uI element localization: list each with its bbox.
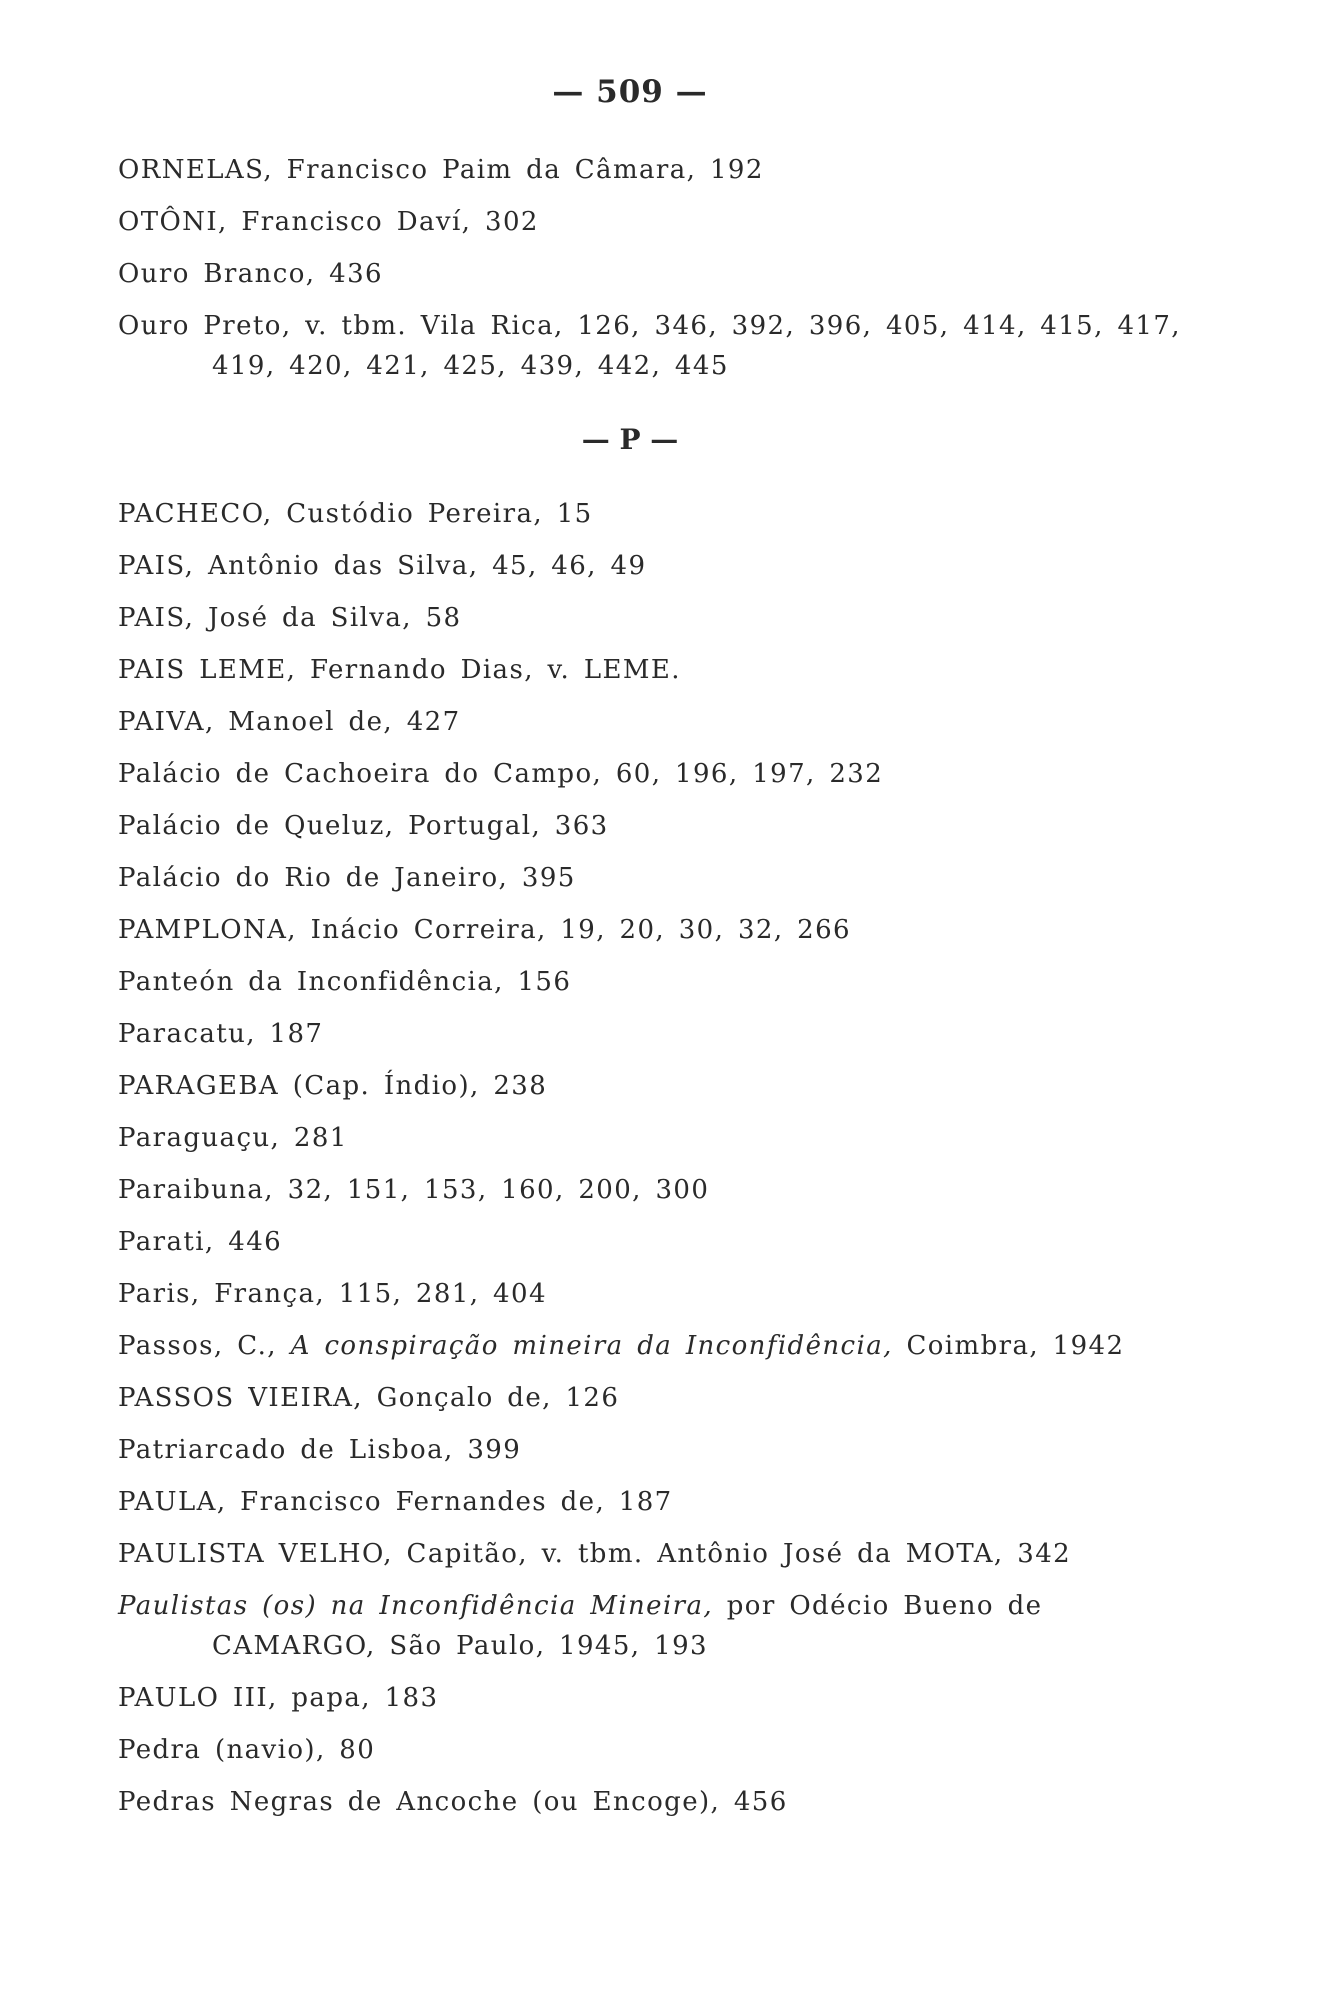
index-entry: Pedras Negras de Ancoche (ou Encoge), 456 [118, 1787, 788, 1817]
index-entry: Paracatu, 187 [118, 1019, 324, 1049]
entry-publication: por Odécio Bueno de CAMARGO, São Paulo, 1945, 193 [212, 1591, 1043, 1661]
entry-publication: Coimbra, 1942 [906, 1331, 1125, 1361]
index-entry: PAIVA, Manoel de, 427 [118, 707, 461, 737]
index-entry: Palácio de Cachoeira do Campo, 60, 196, 197, 232 [118, 759, 884, 789]
index-entry: Parati, 446 [118, 1227, 283, 1257]
index-entry: Pedra (navio), 80 [118, 1735, 376, 1765]
index-entry: Palácio do Rio de Janeiro, 395 [118, 863, 576, 893]
index-entry: Paris, França, 115, 281, 404 [118, 1279, 547, 1309]
index-entry: PARAGEBA (Cap. Índio), 238 [118, 1071, 548, 1101]
page-number: — 509 — [552, 74, 708, 110]
index-entry: PAIS LEME, Fernando Dias, v. LEME. [118, 655, 681, 685]
index-entry: PAULO III, papa, 183 [118, 1683, 439, 1713]
index-entry: OTÔNI, Francisco Daví, 302 [118, 207, 539, 237]
entry-book-title: Paulistas (os) na Inconfidência Mineira, [118, 1591, 714, 1621]
index-entry: PAIS, Antônio das Silva, 45, 46, 49 [118, 551, 647, 581]
index-entry: PAMPLONA, Inácio Correira, 19, 20, 30, 32, 266 [118, 915, 851, 945]
index-entry: Palácio de Queluz, Portugal, 363 [118, 811, 609, 841]
entry-author: Passos, C., [118, 1331, 277, 1361]
index-entries [118, 150, 1218, 1834]
index-entry: PACHECO, Custódio Pereira, 15 [118, 499, 593, 529]
index-entry: Paraguaçu, 281 [118, 1123, 348, 1153]
index-entry-passos [118, 1326, 1218, 1366]
index-entry: PAULA, Francisco Fernandes de, 187 [118, 1487, 673, 1517]
index-entry: PAIS, José da Silva, 58 [118, 603, 462, 633]
entry-book-title: A conspiração mineira da Inconfidência, [290, 1331, 893, 1361]
index-entry: Paraibuna, 32, 151, 153, 160, 200, 300 [118, 1175, 710, 1205]
index-entry: PASSOS VIEIRA, Gonçalo de, 126 [118, 1383, 620, 1413]
index-entry: ORNELAS, Francisco Paim da Câmara, 192 [118, 155, 764, 185]
index-entry: Patriarcado de Lisboa, 399 [118, 1435, 522, 1465]
index-entry: PAULISTA VELHO, Capitão, v. tbm. Antônio José da MOTA, 342 [118, 1539, 1072, 1569]
index-entry-paulistas [118, 1586, 1218, 1666]
index-entry: Panteón da Inconfidência, 156 [118, 967, 572, 997]
index-entry: Ouro Branco, 436 [118, 259, 383, 289]
section-letter-header: — P — [581, 423, 679, 456]
index-entry: Ouro Preto, v. tbm. Vila Rica, 126, 346, 392, 396, 405, 414, 415, 417, 419, 420, 421, 425, 439, 442, 445 [118, 311, 1181, 381]
